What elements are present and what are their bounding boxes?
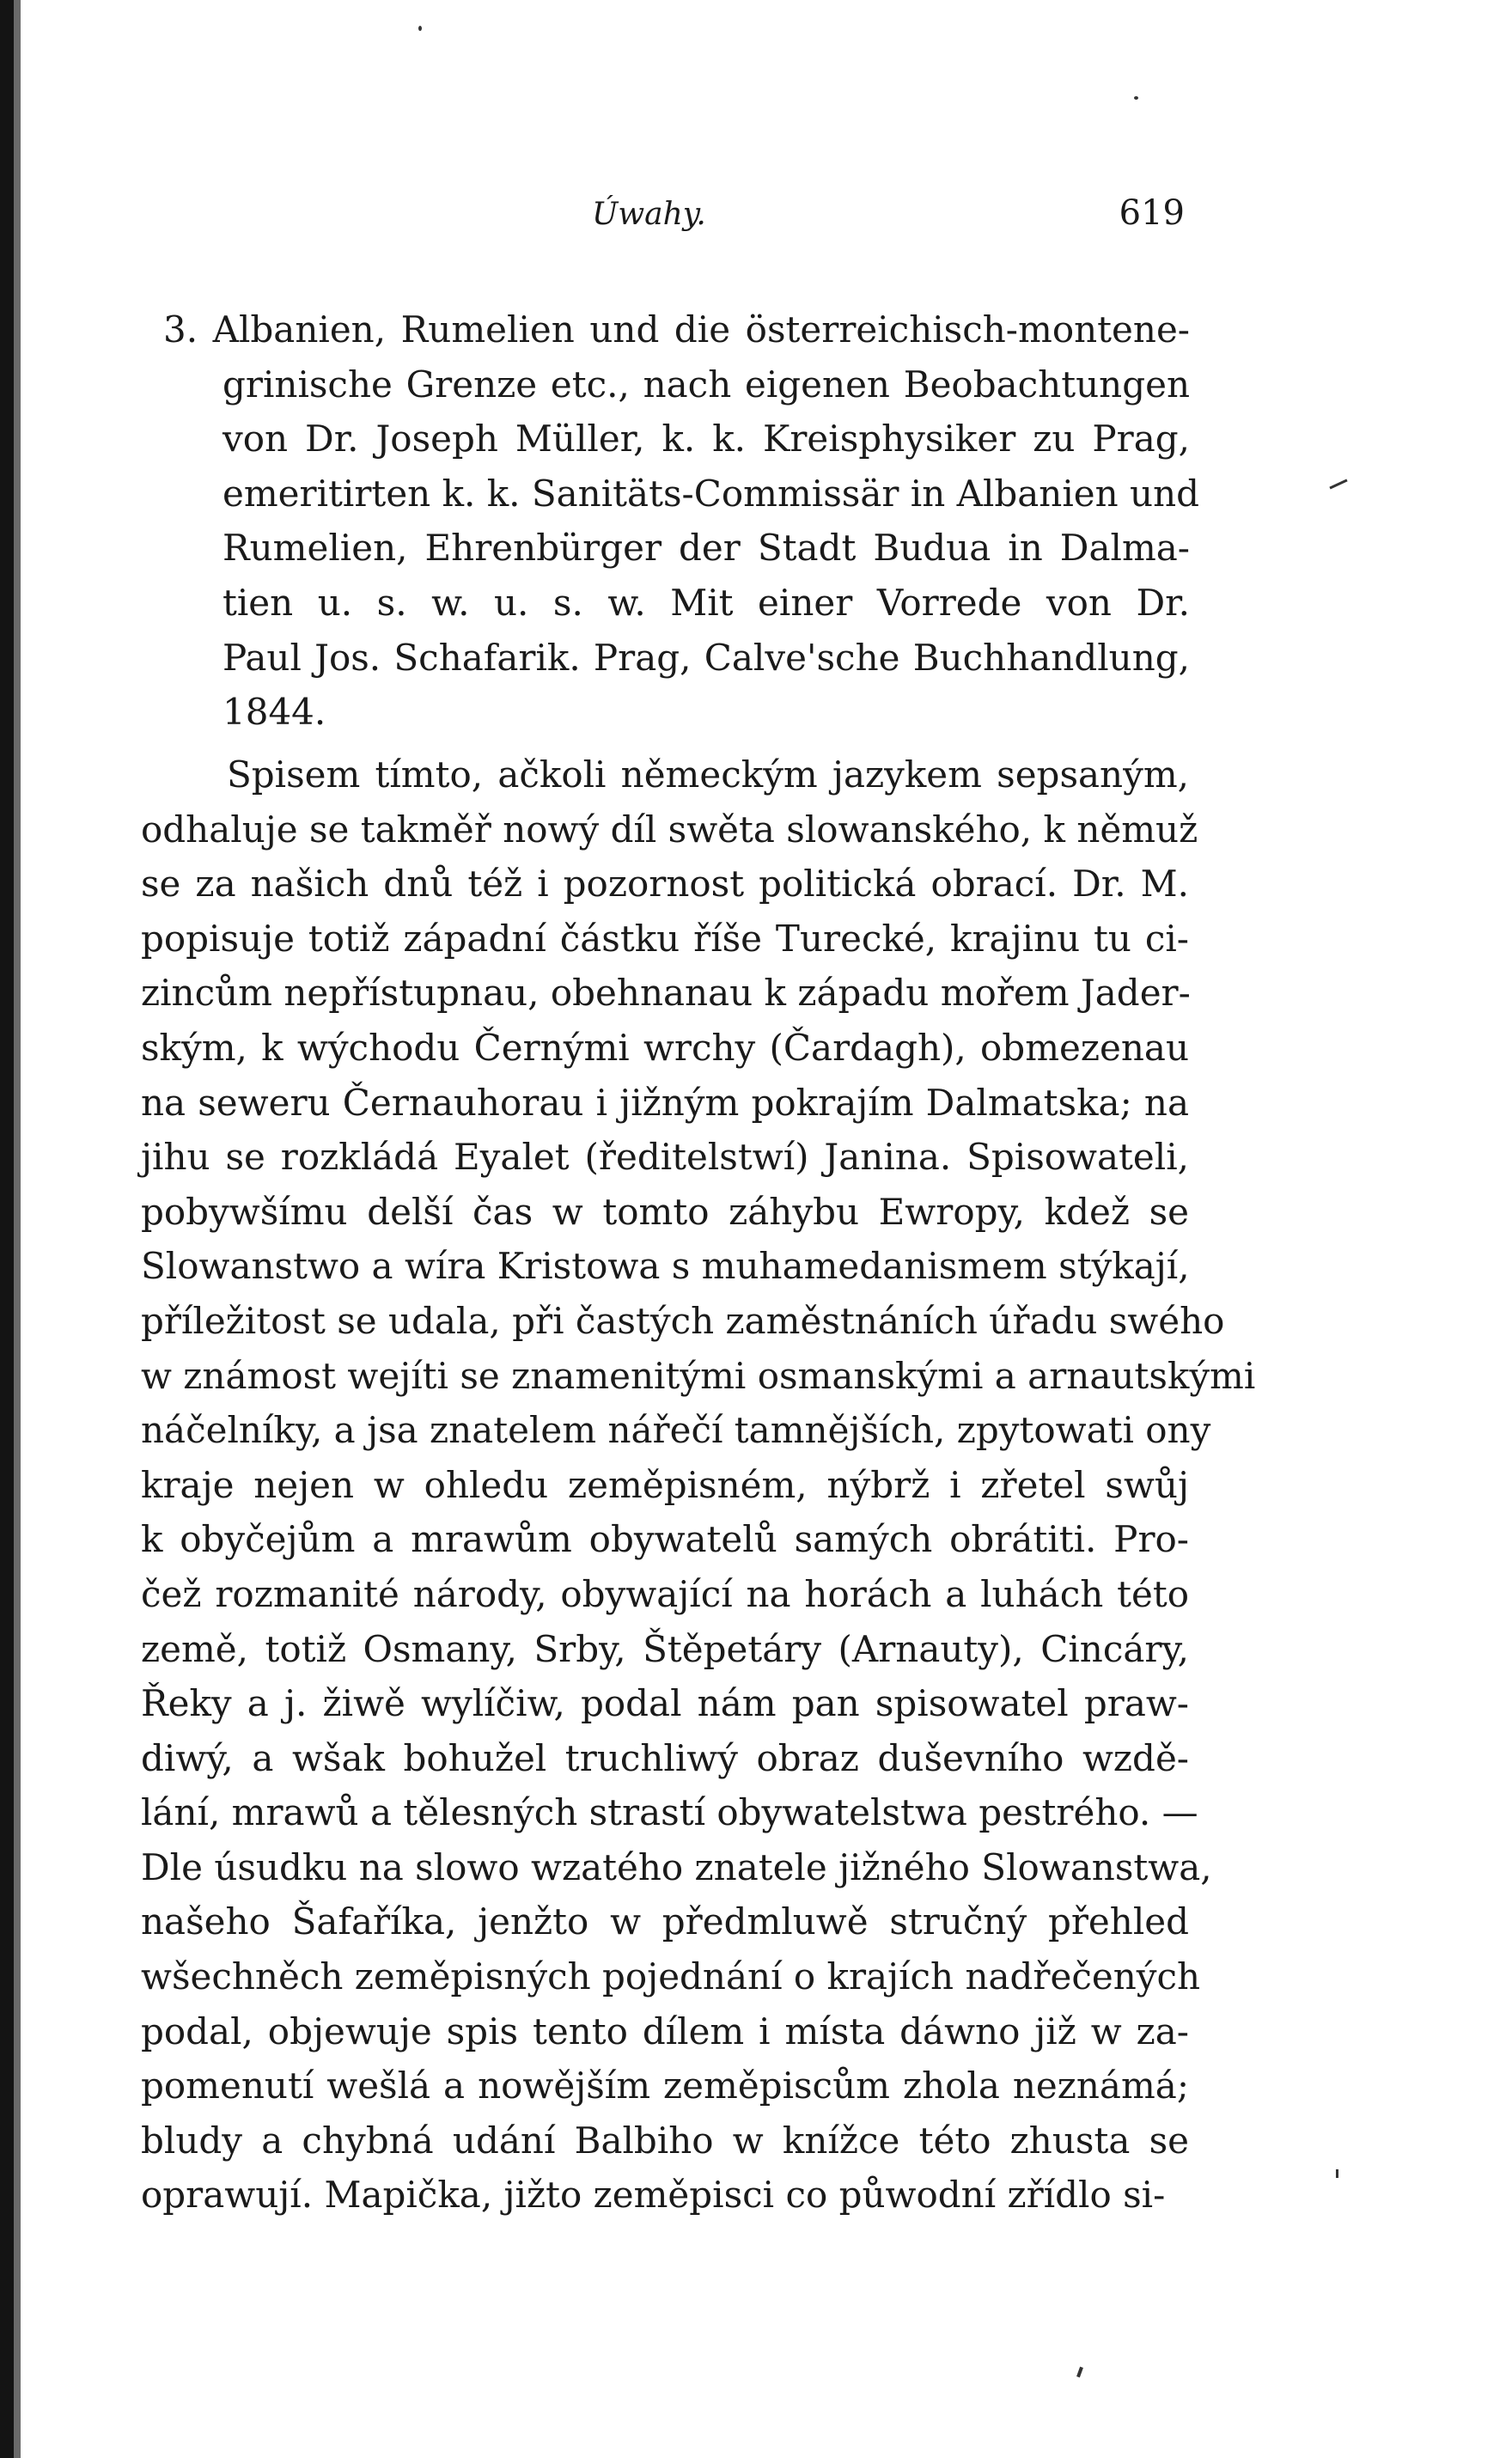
body-line: Řeky a j. žiwě wylíčiw, podal nám pan spisowatel praw- [141,1682,1189,1725]
body-line: w známost wejíti se znamenitými osmanskými a arnautskými [141,1354,1256,1397]
body-line: ským, k wýchodu Černými wrchy (Čardagh), obmezenau [141,1026,1189,1069]
entry-line: tien u. s. w. u. s. w. Mit einer Vorrede von Dr. [223,581,1190,624]
body-line: k obyčejům a mrawům obywatelů samých obrátiti. Pro- [141,1518,1189,1561]
body-line: čež rozmanité národy, obywající na horách a luhách této [141,1572,1189,1615]
body-line: odhaluje se takměř nowý díl swěta slowanského, k němuž [141,808,1198,851]
entry-line: von Dr. Joseph Müller, k. k. Kreisphysiker zu Prag, [223,418,1190,460]
bibliographic-entry [163,302,1200,740]
body-line: podal, objewuje spis tento dílem i místa dáwno již w za- [141,2010,1189,2052]
scan-speck [1076,2367,1083,2378]
body-line: jihu se rozkládá Eyalet (ředitelstwí) Janina. Spisowateli, [141,1136,1189,1179]
page-edge-shadow [0,0,14,2458]
body-line: Spisem tímto, ačkoli německým jazykem sepsaným, [227,753,1189,796]
scan-speck [1336,2169,1338,2178]
entry-line: grinische Grenze etc., nach eigenen Beobachtungen [223,363,1190,406]
body-line: se za našich dnů též i pozornost politická obrací. Dr. M. [141,863,1189,906]
entry-line: 1844. [223,691,326,734]
scan-speck [1134,96,1138,100]
body-line: na seweru Černauhorau i jižným pokrajím Dalmatska; na [141,1081,1189,1124]
scan-speck [418,26,422,31]
body-line: Slowanstwo a wíra Kristowa s muhamedanismem stýkají, [141,1245,1190,1288]
body-line: našeho Šafaříka, jenžto w předmluwě stručný přehled [141,1900,1189,1943]
page-edge-gutter [14,0,21,2458]
page-number: 619 [1119,193,1185,233]
entry-line: emeritirten k. k. Sanitäts-Commissär in Albanien und [223,472,1200,515]
body-line: náčelníky, a jsa znatelem nářečí tamnějších, zpytowati ony [141,1409,1211,1452]
page-header [141,193,1185,253]
body-line: Dle úsudku na slowo wzatého znatele jižného Slowanstwa, [141,1845,1212,1888]
body-line: popisuje totiž západní částku říše Turecké, krajinu tu ci- [141,917,1189,960]
body-line: pomenutí wešlá a nowějším zeměpiscům zhola neznámá; [141,2065,1189,2107]
scan-mark [1329,479,1347,489]
body-line: lání, mrawů a tělesných strastí obywatelstwa pestrého. — [141,1791,1198,1834]
entry-line: Rumelien, Ehrenbürger der Stadt Budua in Dalma- [223,527,1190,570]
entry-line: 3. Albanien, Rumelien und die österreichisch-montene- [163,308,1190,351]
body-line: kraje nejen w ohledu zeměpisném, nýbrž i zřetel swůj [141,1463,1189,1506]
body-line: diwý, a wšak bohužel truchliwý obraz duševního wzdě- [141,1736,1189,1779]
body-line: země, totiž Osmany, Srby, Štěpetáry (Arnauty), Cincáry, [141,1627,1189,1670]
entry-line: Paul Jos. Schafarik. Prag, Calve'sche Buchhandlung, [223,636,1190,679]
running-title: Úwahy. [592,197,706,232]
body-line: bludy a chybná udání Balbiho w knížce této zhusta se [141,2119,1189,2162]
body-line: wšechněch zeměpisných pojednání o krajích nadřečených [141,1955,1201,1998]
body-paragraph [141,747,1256,2223]
body-line: zincům nepřístupnau, obehnanau k západu mořem Jader- [141,972,1191,1015]
body-line: oprawují. Mapička, jižto zeměpisci co půwodní zřídlo si- [141,2174,1166,2217]
body-line: příležitost se udala, při častých zaměstnáních úřadu swého [141,1299,1225,1342]
body-line: pobywšímu delší čas w tomto záhybu Ewropy, kdež se [141,1190,1189,1233]
